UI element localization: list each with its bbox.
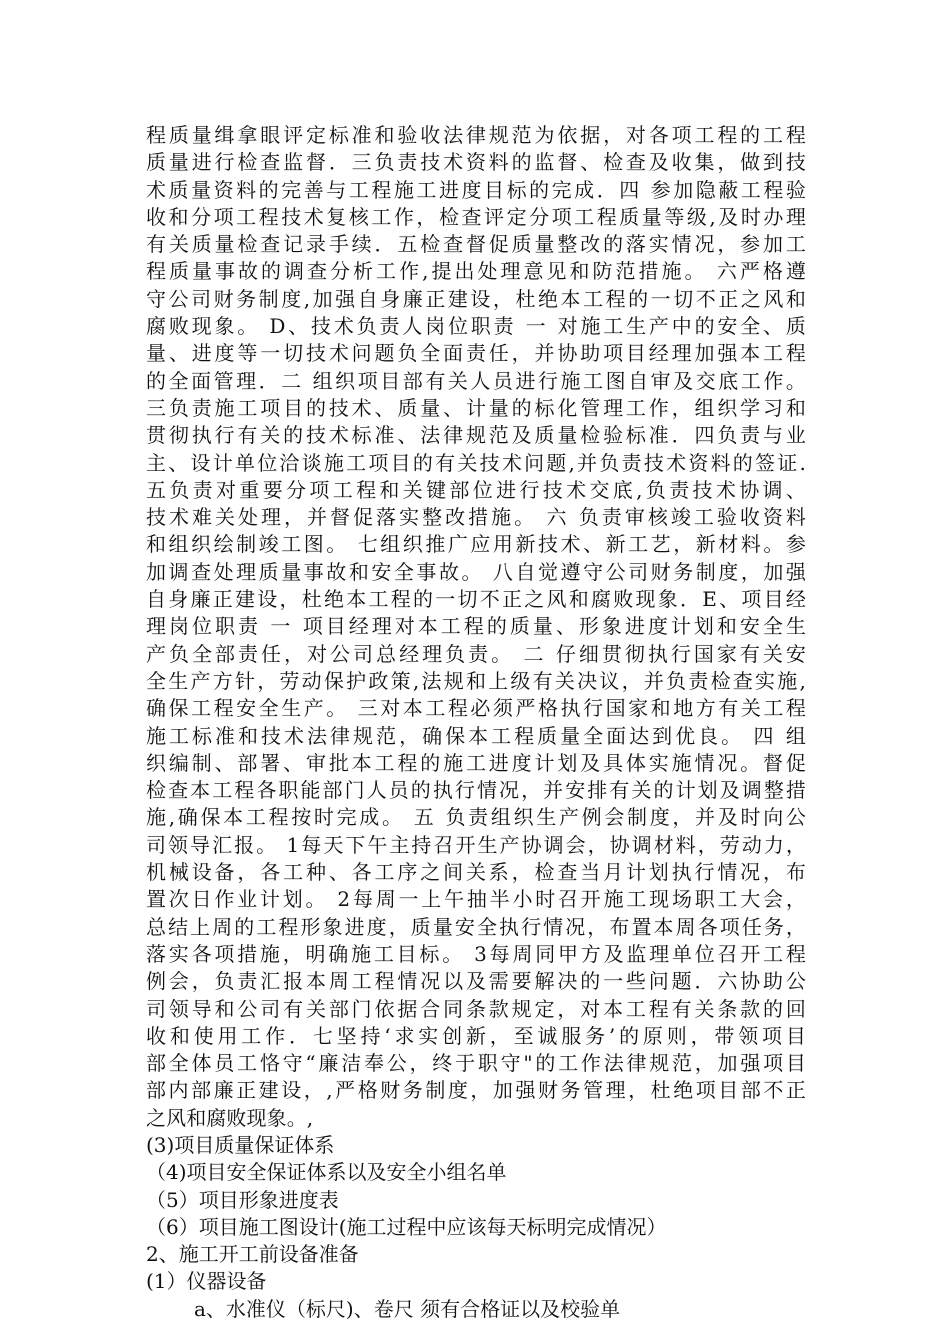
paragraph-line: 主、设计单位洽谈施工项目的有关技术问题,并负责技术资料的签证. bbox=[146, 450, 806, 475]
list-item: （5）项目形象进度表 bbox=[146, 1187, 339, 1212]
paragraph-line: 确保工程安全生产。 三对本工程必须严格执行国家和地方有关工程 bbox=[146, 696, 806, 721]
document-body bbox=[146, 122, 806, 1323]
paragraph-line: 程质量缉拿眼评定标准和验收法律规范为依据，对各项工程的工程 bbox=[146, 123, 806, 147]
paragraph-line: 三负责施工项目的技术、质量、计量的标化管理工作，组织学习和 bbox=[146, 395, 806, 420]
paragraph-line: 总结上周的工程形象进度，质量安全执行情况，布置本周各项任务， bbox=[146, 914, 806, 939]
list-item: （4)项目安全保证体系以及安全小组名单 bbox=[146, 1160, 507, 1185]
paragraph-line: 收和分项工程技术复核工作，检查评定分项工程质量等级,及时办理 bbox=[146, 204, 806, 229]
paragraph-line: 之风和腐败现象。, bbox=[146, 1105, 314, 1130]
paragraph-line: 全生产方针，劳动保护政策,法规和上级有关决议，并负责检查实施, bbox=[146, 668, 806, 693]
paragraph-line: 司领导汇报。 1每天下午主持召开生产协调会，协调材料，劳动力， bbox=[146, 832, 806, 857]
paragraph-line: 技术难关处理，并督促落实整改措施。 六 负责审核竣工验收资料 bbox=[146, 505, 806, 530]
paragraph-line: 自身廉正建设，杜绝本工程的一切不正之风和腐败现象．E、项目经 bbox=[146, 587, 806, 612]
paragraph-line: 加调查处理质量事故和安全事故。 八自觉遵守公司财务制度，加强 bbox=[146, 559, 806, 584]
paragraph-line: 有关质量检查记录手续．五检查督促质量整改的落实情况，参加工 bbox=[146, 232, 806, 257]
paragraph-line: 贯彻执行有关的技术标准、法律规范及质量检验标准．四负责与业 bbox=[146, 423, 806, 448]
paragraph-line: 质量进行检查监督．三负责技术资料的监督、检查及收集，做到技 bbox=[146, 150, 806, 175]
list-item: (3)项目质量保证体系 bbox=[146, 1132, 335, 1157]
paragraph-line: 部全体员工恪守“廉洁奉公，终于职守"的工作法律规范，加强项目 bbox=[146, 1051, 806, 1076]
paragraph-line: 术质量资料的完善与工程施工进度目标的完成．四 参加隐蔽工程验 bbox=[146, 177, 806, 202]
paragraph-line: 例会，负责汇报本周工程情况以及需要解决的一些问题．六协助公 bbox=[146, 969, 806, 994]
paragraph-line: 和组织绘制竣工图。 七组织推广应用新技术、新工艺，新材料。参 bbox=[146, 532, 806, 557]
paragraph-line: 司领导和公司有关部门依据合同条款规定，对本工程有关条款的回 bbox=[146, 996, 806, 1021]
paragraph-line: 的全面管理．二 组织项目部有关人员进行施工图自审及交底工作。 bbox=[146, 368, 806, 393]
paragraph-line: 检查本工程各职能部门人员的执行情况，并安排有关的计划及调整措 bbox=[146, 778, 806, 803]
section-heading: 2、施工开工前设备准备 bbox=[146, 1242, 359, 1267]
paragraph-line: 部内部廉正建设，,严格财务制度，加强财务管理，杜绝项目部不正 bbox=[146, 1078, 806, 1103]
paragraph-line: 施,确保本工程按时完成。 五 负责组织生产例会制度，并及时向公 bbox=[146, 805, 806, 830]
paragraph-line: 织编制、部署、审批本工程的施工进度计划及具体实施情况。督促 bbox=[146, 750, 806, 775]
paragraph-line: 理岗位职责 一 项目经理对本工程的质量、形象进度计划和安全生 bbox=[146, 614, 806, 639]
paragraph-line: 腐败现象。 D、技术负责人岗位职责 一 对施工生产中的安全、质 bbox=[146, 314, 806, 339]
list-item: （6）项目施工图设计(施工过程中应该每天标明完成情况） bbox=[146, 1214, 667, 1239]
responsibilities-paragraph bbox=[146, 122, 806, 1132]
subsection-heading: (1）仪器设备 bbox=[146, 1269, 267, 1294]
paragraph-line: 置次日作业计划。 2每周一上午抽半小时召开施工现场职工大会， bbox=[146, 887, 806, 912]
paragraph-line: 五负责对重要分项工程和关键部位进行技术交底,负责技术协调、 bbox=[146, 477, 806, 502]
paragraph-line: 产负全部责任，对公司总经理负责。 二 仔细贯彻执行国家有关安 bbox=[146, 641, 806, 666]
paragraph-line: 程质量事故的调查分析工作,提出处理意见和防范措施。 六严格遵 bbox=[146, 259, 806, 284]
paragraph-line: 落实各项措施，明确施工目标。 3每周同甲方及监理单位召开工程 bbox=[146, 941, 806, 966]
paragraph-line: 收和使用工作．七坚持‘求实创新，至诚服务’的原则，带领项目 bbox=[146, 1023, 806, 1048]
section-list bbox=[146, 1132, 806, 1323]
paragraph-line: 守公司财务制度,加强自身廉正建设，杜绝本工程的一切不正之风和 bbox=[146, 286, 806, 311]
equipment-item: a、水准仪（标尺)、卷尺 须有合格证以及校验单 bbox=[194, 1296, 621, 1321]
paragraph-line: 量、进度等一切技术问题负全面责任，并协助项目经理加强本工程 bbox=[146, 341, 806, 366]
paragraph-line: 机械设备，各工种、各工序之间关系，检查当月计划执行情况，布 bbox=[146, 860, 806, 885]
paragraph-line: 施工标准和技术法律规范，确保本工程质量全面达到优良。 四 组 bbox=[146, 723, 806, 748]
